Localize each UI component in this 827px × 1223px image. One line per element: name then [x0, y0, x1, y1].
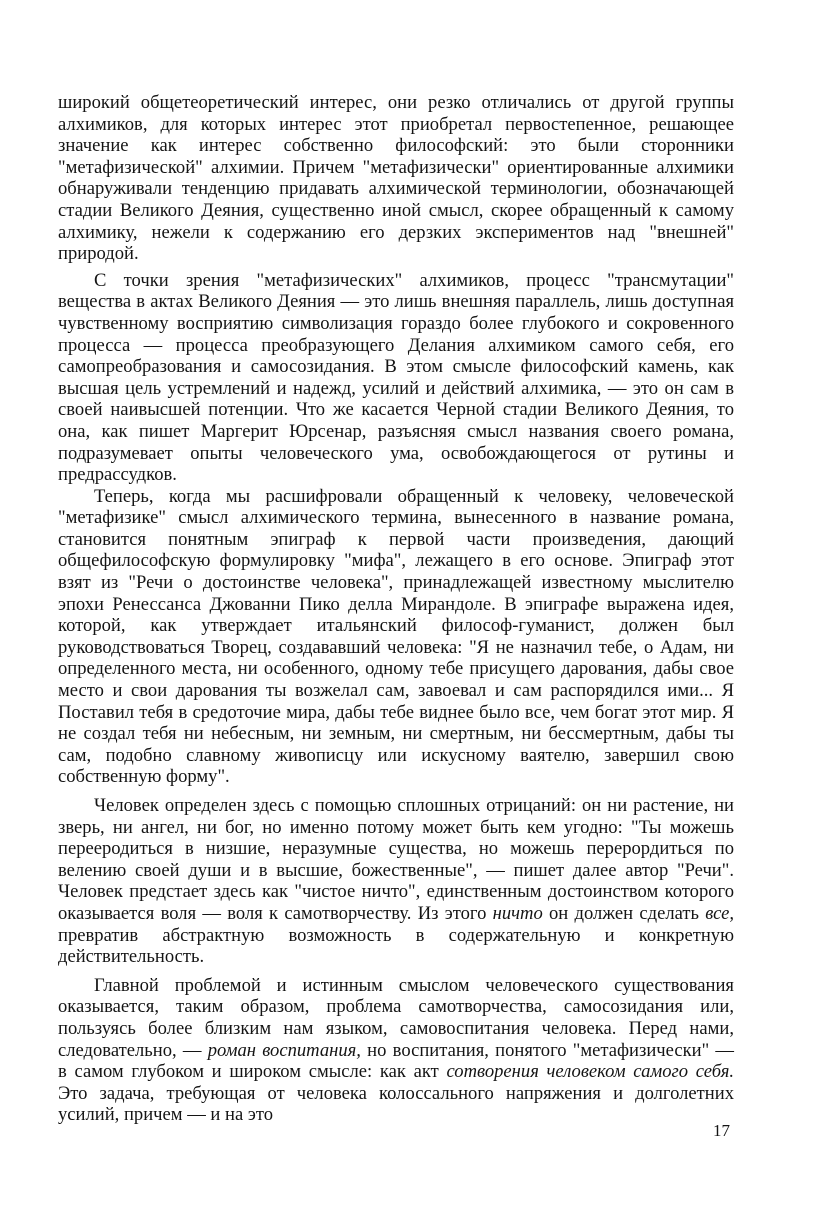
- paragraph-1-text: широкий общетеоретический интерес, они резко отличались от другой группы алхимиков, для которых интерес этот приобретал первостепенное, решающее значение как интерес собственно философский: это были сторонники "метафизической" алхимии. Причем "метафизически" ориентированные алхимики обнаруживали тенденцию придавать алхимической терминологии, обозначающей стадии Великого Деяния, существенно иной смысл, скорее обращенный к самому алхимику, нежели к содержанию его дерзких экспериментов над "внешней" природой.: [58, 92, 734, 265]
- paragraph-4: [58, 795, 734, 968]
- paragraph-5-italic-self-creation: сотворения человеком самого себя.: [446, 1061, 734, 1083]
- paragraph-4-italic-nothing: ничто: [492, 902, 543, 924]
- paragraph-4-text-c: превратив абстрактную возможность в содержательную и конкретную действительность.: [58, 924, 734, 968]
- paragraph-2: [58, 270, 734, 486]
- paragraph-2-text: С точки зрения "метафизических" алхимиков, процесс "трансмутации" вещества в актах Великого Деяния — это лишь внешняя параллель, лишь доступная чувственному восприятию символизация гораздо более глубокого и сокровенного процесса — процесса преобразующего Делания алхимиком самого себя, его самопреобразования и самосозидания. В этом смысле философский камень, как высшая цель устремлений и надежд, усилий и действий алхимика, — это он сам в своей наивысшей потенции. Что же касается Черной стадии Великого Деяния, то она, как пишет Маргерит Юрсенар, разъясняя смысл названия своего романа, подразумевает опыты человеческого ума, освобождающегося от рутины и предрассудков.: [58, 269, 734, 486]
- paragraph-1: [58, 92, 734, 265]
- paragraph-4-text-a: Человек определен здесь с помощью сплошных отрицаний: он ни растение, ни зверь, ни ангел, ни бог, но именно потому может быть кем угодно: "Ты можешь перееродиться в низшие, неразумные существа, но можешь перерордиться по велению своей души и в высшие, божественные", — пишет далее автор "Речи". Человек предстает здесь как "чистое ничто", единственным достоинством которого оказывается воля — воля к самотворчеству. Из этого: [58, 795, 734, 924]
- page-number: 17: [713, 1121, 730, 1140]
- paragraph-5-text-a: Главной проблемой и истинным смыслом человеческого существования оказывается, таким образом, проблема самотворчества, самосозидания или, пользуясь более близким нам языком, самовоспитания человека. Перед нами, следовательно, —: [58, 974, 734, 1061]
- paragraph-5-text-b: но воспитания, понятого "метафизически" — в самом глубоком и широком смысле: как акт: [58, 1039, 735, 1083]
- paragraph-4-text-b: он должен сделать: [542, 902, 706, 924]
- paragraph-5-text-c: Это задача, требующая от человека колоссального напряжения и долголетних усилий, причем — и на это: [58, 1082, 734, 1126]
- paragraph-5-italic-bildungsroman: роман воспитания,: [207, 1039, 361, 1061]
- paragraph-3: [58, 486, 734, 788]
- paragraph-4-italic-everything: все,: [705, 902, 734, 924]
- paragraph-5: [58, 975, 734, 1126]
- paragraph-3-text: Теперь, когда мы расшифровали обращенный к человеку, человеческой "метафизике" смысл алхимического термина, вынесенного в название романа, становится понятным эпиграф к первой части произведения, дающий общефилософскую формулировку "мифа", лежащего в его основе. Эпиграф этот взят из "Речи о достоинстве человека", принадлежащей известному мыслителю эпохи Ренессанса Джованни Пико делла Мирандоле. В эпиграфе выражена идея, которой, как утверждает итальянский философ-гуманист, должен был руководствоваться Творец, создававший человека: "Я не назначил тебе, о Адам, ни определенного места, ни особенного, одному тебе присущего дарования, дабы свое место и свои дарования ты возжелал сам, завоевал и сам распорядился ими... Я Поставил тебя в средоточие мира, дабы тебе виднее было все, чем богат этот мир. Я не создал тебя ни небесным, ни земным, ни смертным, ни бессмертным, дабы ты сам, подобно славному живописцу или искусному ваятелю, завершил свою собственную форму".: [58, 485, 734, 788]
- page-body: [58, 92, 734, 1126]
